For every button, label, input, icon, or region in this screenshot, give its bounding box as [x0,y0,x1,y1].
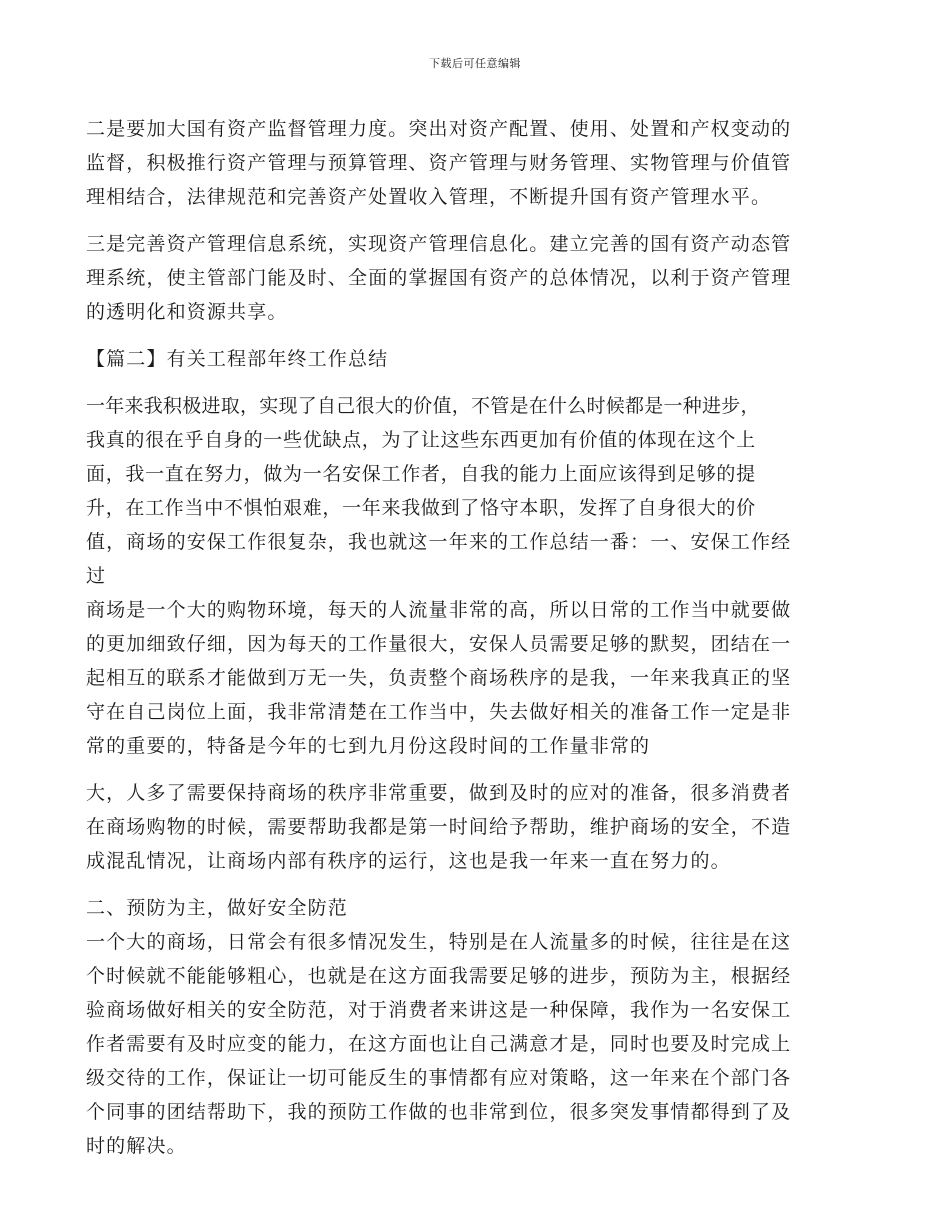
text-line: 时的解决。 [86,1135,187,1157]
text-line: 三是完善资产管理信息系统，实现资产管理信息化。建立完善的国有资产动态管 [86,233,792,255]
text-line: 升，在工作当中不惧怕艰难，一年来我做到了恪守本职，发挥了自身很大的价 [86,497,756,519]
document-body [86,112,876,1176]
text-line: 作者需要有及时应变的能力，在这方面也让自己满意才是，同时也要及时完成上 [86,1033,792,1055]
paragraph-asset-supervision [86,112,876,214]
section-title: 【篇二】有关工程部年终工作总结 [86,348,389,370]
text-line: 理相结合，法律规范和完善资产处置收入管理，不断提升国有资产管理水平。 [86,186,772,208]
text-line: 级交待的工作，保证让一切可能反生的事情都有应对策略，这一年来在个部门各 [86,1067,792,1089]
page-header: 下载后可任意编辑 [429,57,521,70]
text-line: 个同事的团结帮助下，我的预防工作做的也非常到位，很多突发事情都得到了及 [86,1101,792,1123]
subheading-prevention [86,891,876,925]
text-line: 大，人多了需要保持商场的秩序非常重要，做到及时的应对的准备，很多消费者 [86,782,792,804]
text-line: 过 [86,565,107,587]
text-line: 一个大的商场，日常会有很多情况发生，特别是在人流量多的时候，往往是在这 [86,931,792,953]
paragraph-info-system [86,227,876,329]
text-line: 监督，积极推行资产管理与预算管理、资产管理与财务管理、实物管理与价值管 [86,152,792,174]
text-line: 守在自己岗位上面，我非常清楚在工作当中，失去做好相关的准备工作一定是非 [86,701,792,723]
text-line: 常的重要的，特备是今年的七到九月份这段时间的工作量非常的 [86,735,651,757]
text-line: 验商场做好相关的安全防范，对于消费者来讲这是一种保障，我作为一名安保工 [86,999,792,1021]
paragraph-order-maintenance [86,776,876,878]
text-line: 一年来我积极进取，实现了自己很大的价值，不管是在什么时候都是一种进步， [86,395,760,417]
text-line: 的透明化和资源共享。 [86,301,288,323]
text-line: 二是要加大国有资产监督管理力度。突出对资产配置、使用、处置和产权变动的 [86,118,792,140]
paragraph-mall-environment [86,593,876,763]
subsection-title: 二、预防为主，做好安全防范 [86,897,348,919]
text-line: 理系统，使主管部门能及时、全面的掌握国有资产的总体情况，以利于资产管理 [86,267,792,289]
section-heading-part-two [86,342,876,376]
text-line: 成混乱情况，让商场内部有秩序的运行，这也是我一年来一直在努力的。 [86,850,731,872]
text-line: 面，我一直在努力，做为一名安保工作者，自我的能力上面应该得到足够的提 [86,463,756,485]
text-line: 起相互的联系才能做到万无一失，负责整个商场秩序的是我，一年来我真正的坚 [86,667,792,689]
text-line: 在商场购物的时候，需要帮助我都是第一时间给予帮助，维护商场的安全，不造 [86,816,792,838]
paragraph-intro [86,389,876,593]
text-line: 我真的很在乎自身的一些优缺点，为了让这些东西更加有价值的体现在这个上 [86,429,756,451]
paragraph-prevention [86,925,876,1163]
text-line: 个时候就不能能够粗心，也就是在这方面我需要足够的进步，预防为主，根据经 [86,965,792,987]
text-line: 值，商场的安保工作很复杂，我也就这一年来的工作总结一番：一、安保工作经 [86,531,792,553]
text-line: 的更加细致仔细，因为每天的工作量很大，安保人员需要足够的默契，团结在一 [86,633,792,655]
text-line: 商场是一个大的购物环境，每天的人流量非常的高，所以日常的工作当中就要做 [86,599,792,621]
